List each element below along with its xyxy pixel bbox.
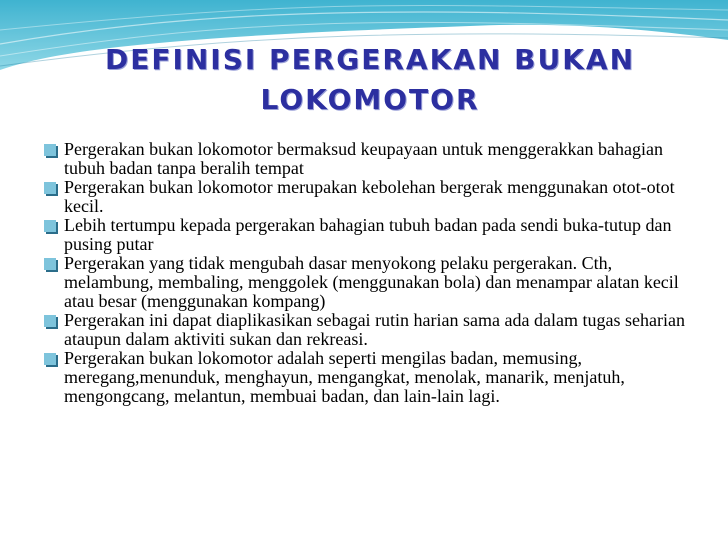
- bullet-item: [0, 349, 686, 406]
- title-line-1: DEFINISI PERGERAKAN BUKAN: [104, 43, 636, 76]
- square-bullet-icon: [44, 315, 56, 327]
- bullet-item: [0, 311, 686, 349]
- square-bullet-icon: [44, 258, 56, 270]
- bullet-list: [0, 140, 686, 406]
- bullet-text: Pergerakan bukan lokomotor adalah seperti mengilas badan, memusing, meregang,menunduk, menghayun, mengangkat, menolak, manarik, menjatuh, mengongcang, melantun, membuai badan, dan lain-lain lagi.: [64, 348, 625, 406]
- title-line-2: LOKOMOTOR: [260, 83, 480, 116]
- bullet-text: Pergerakan yang tidak mengubah dasar menyokong pelaku pergerakan. Cth, melambung, membaling, menggolek (menggunakan bola) dan menampar alatan kecil atau besar (menggunakan kompang): [64, 253, 679, 311]
- bullet-item: [0, 140, 686, 178]
- square-bullet-icon: [44, 144, 56, 156]
- square-bullet-icon: [44, 353, 56, 365]
- square-bullet-icon: [44, 182, 56, 194]
- bullet-text: Lebih tertumpu kepada pergerakan bahagian tubuh badan pada sendi buka-tutup dan pusing putar: [64, 215, 672, 254]
- bullet-item: [0, 178, 686, 216]
- bullet-item: [0, 216, 686, 254]
- bullet-text: Pergerakan bukan lokomotor merupakan kebolehan bergerak menggunakan otot-otot kecil.: [64, 177, 675, 216]
- bullet-item: [0, 254, 686, 311]
- slide-title: [60, 40, 680, 120]
- bullet-text: Pergerakan bukan lokomotor bermaksud keupayaan untuk menggerakkan bahagian tubuh badan tanpa beralih tempat: [64, 139, 663, 178]
- bullet-text: Pergerakan ini dapat diaplikasikan sebagai rutin harian sama ada dalam tugas seharian ataupun dalam aktiviti sukan dan rekreasi.: [64, 310, 685, 349]
- square-bullet-icon: [44, 220, 56, 232]
